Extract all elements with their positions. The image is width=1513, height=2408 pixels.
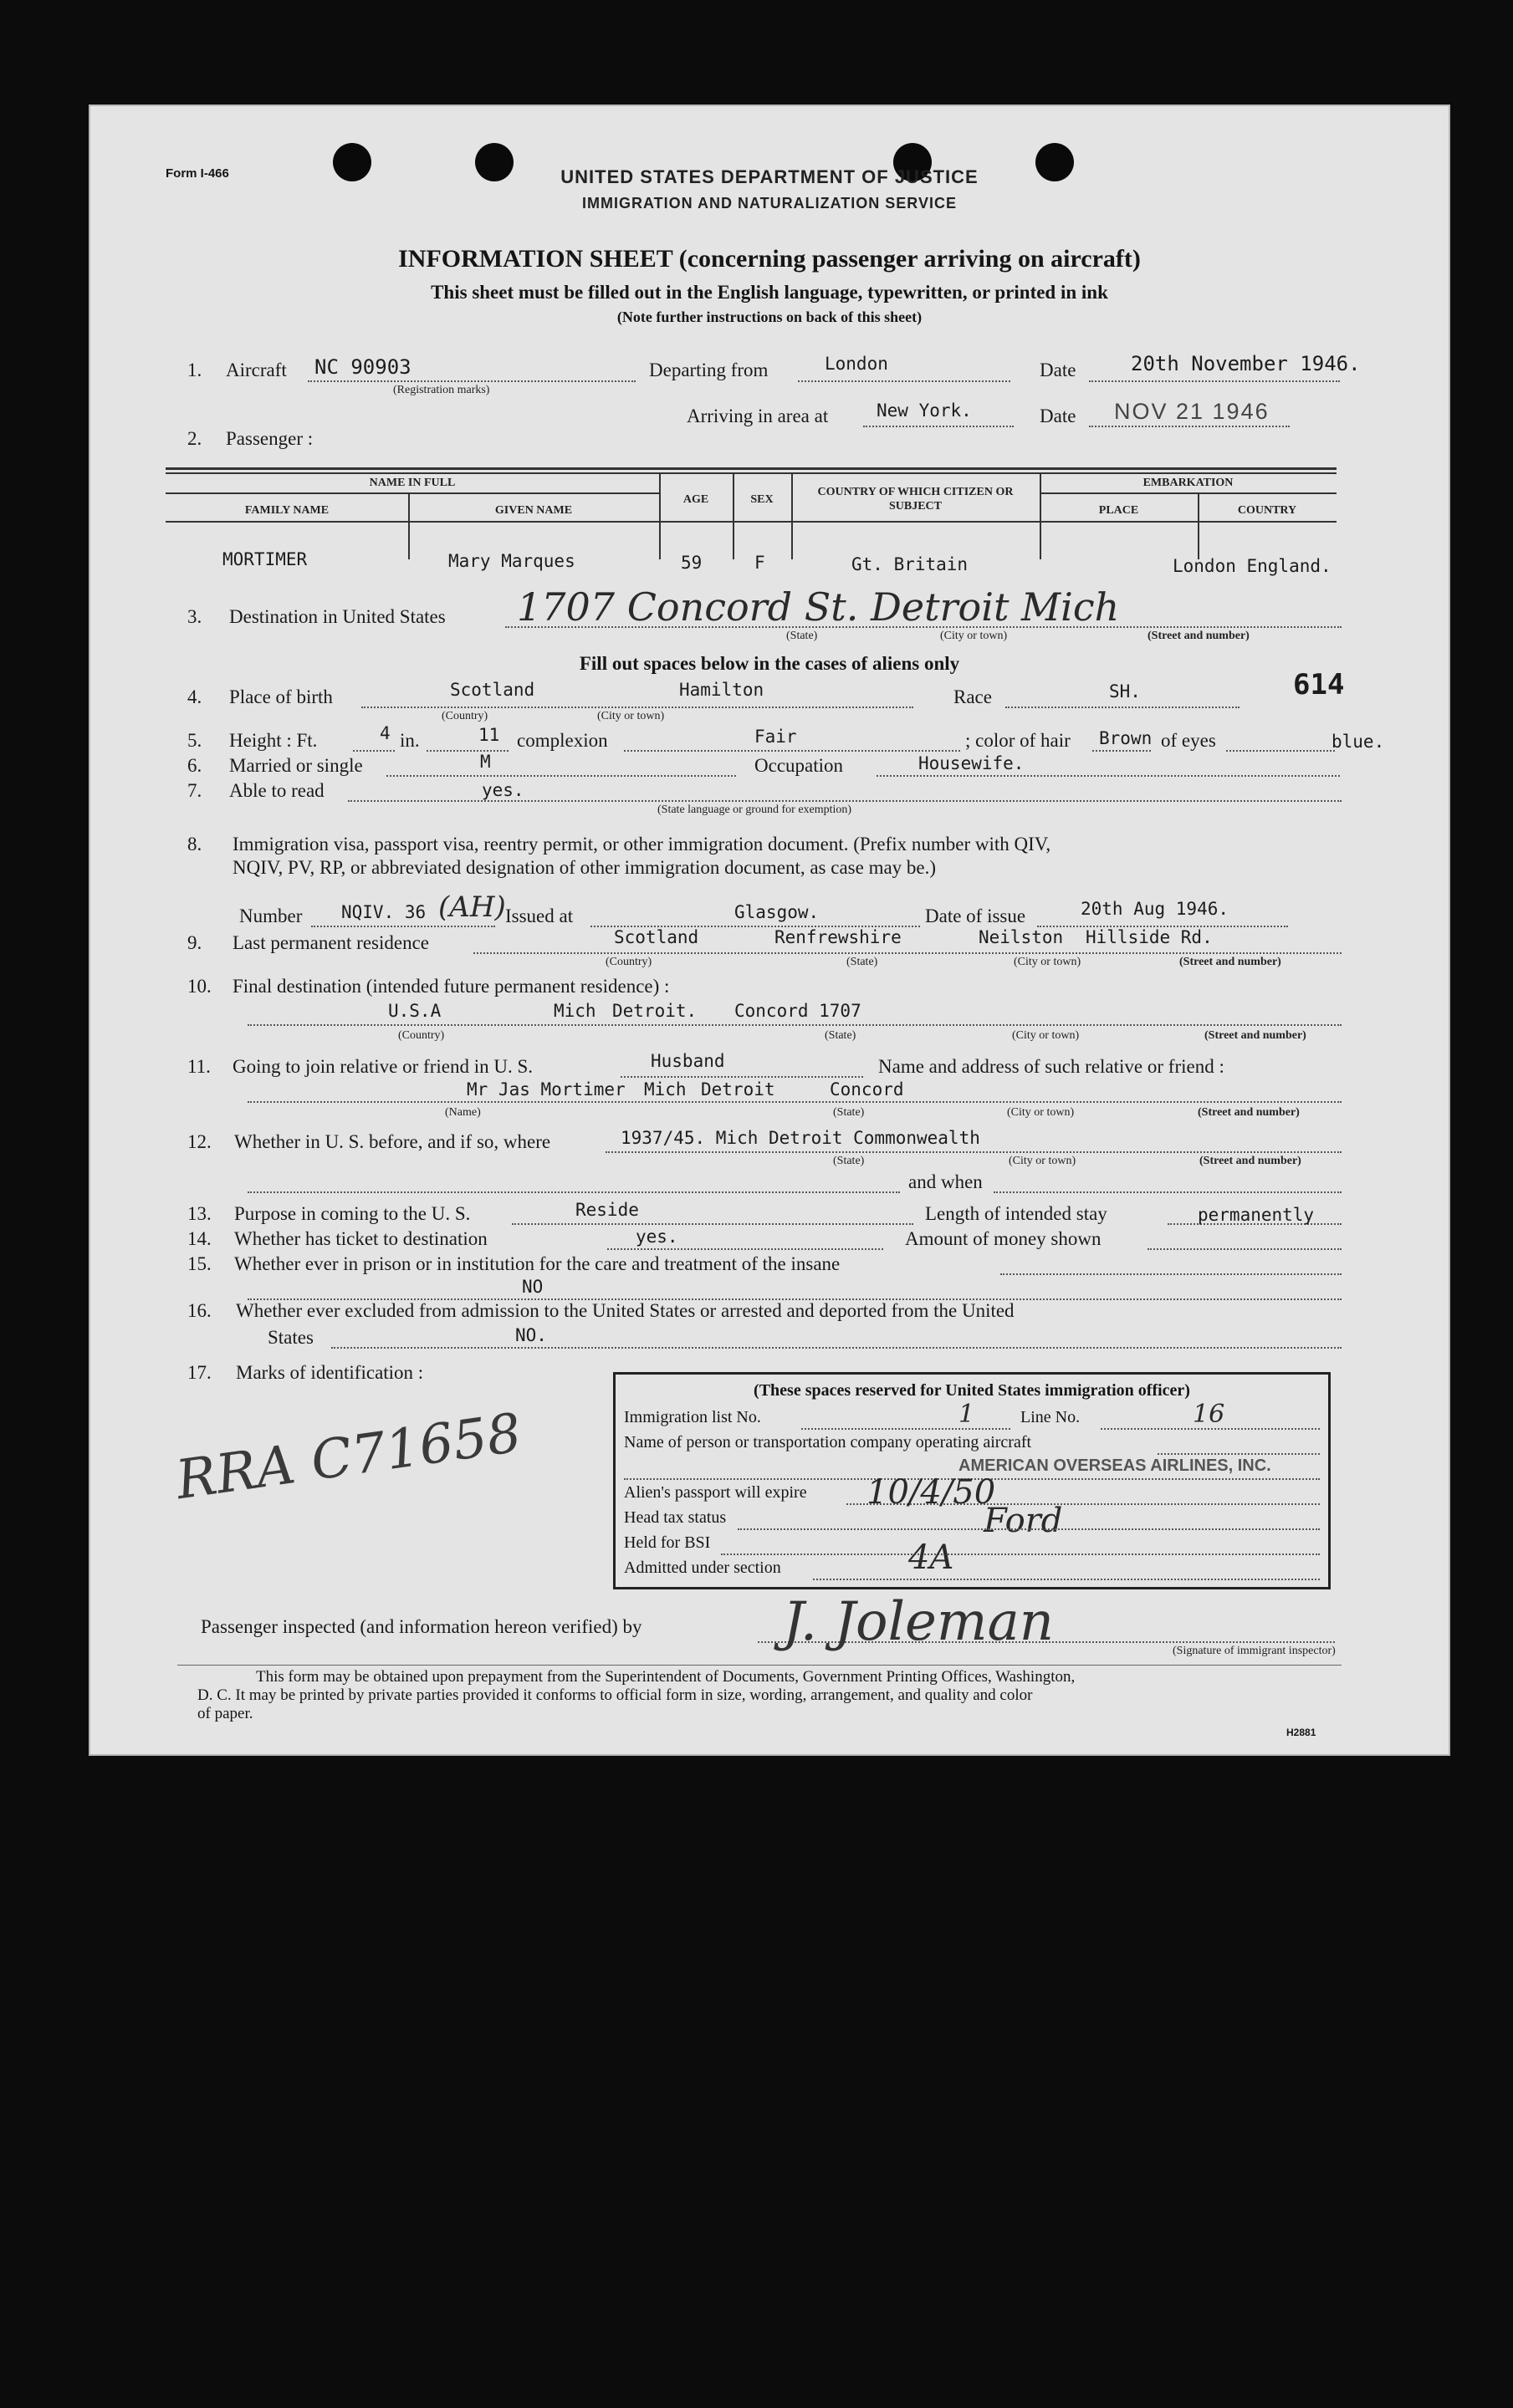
read-label: Able to read [229,780,325,801]
item-number: 3. [187,606,202,627]
date-label: Date [1040,360,1076,380]
residence-city: Neilston [979,927,1064,947]
complexion-label: complexion [517,730,608,751]
item-number: 4. [187,686,202,707]
item-number: 2. [187,428,202,449]
birth-city: Hamilton [679,680,764,700]
th-place: PLACE [1098,504,1139,517]
departing-label: Departing from [649,360,769,380]
prison-label: Whether ever in prison or in institution for the care and treatment of the insane [234,1253,841,1274]
final-dest-label: Final destination (intended future permanent residence) : [233,976,670,997]
caption-state: (State) [825,1029,856,1042]
before-label: Whether in U. S. before, and if so, where [234,1131,551,1152]
passport-expire-label: Alien's passport will expire [624,1483,807,1502]
issued-label: Issued at [505,906,574,926]
admitted-label: Admitted under section [624,1559,781,1577]
form-note: (Note further instructions on back of this sheet) [616,309,923,325]
th-embarkation: EMBARKATION [1142,477,1234,489]
occupation-label: Occupation [754,755,844,776]
passport-expire-value: 10/4/50 [866,1473,996,1512]
issue-date-label: Date of issue [925,906,1026,926]
height-in-label: in. [400,730,420,751]
race-value: SH. [1109,681,1141,701]
eyes-label: of eyes [1161,730,1216,751]
aircraft-label: Aircraft [226,360,287,380]
destination-label: Destination in United States [229,606,446,627]
sex-value: F [754,553,765,573]
join-city: Detroit [701,1079,775,1099]
citizen-value: Gt. Britain [851,554,969,574]
eyes-value: blue. [1332,732,1385,752]
hair-label: ; color of hair [965,730,1071,751]
join-value: Husband [651,1051,725,1071]
arriving-value: New York. [877,400,972,421]
item-number: 15. [187,1253,212,1274]
footer-text-1: This form may be obtained upon prepayment from the Superintendent of Documents, Government Printing Offices, Washington, [256,1668,1076,1686]
item-number: 8. [187,834,202,855]
arrival-date-stamp: NOV 21 1946 [1114,399,1270,424]
operator-label: Name of person or transportation company operating aircraft [624,1433,1032,1451]
visa-number: NQIV. 36 [341,902,427,922]
caption-street: (Street and number) [1199,1155,1301,1167]
money-label: Amount of money shown [905,1228,1102,1249]
family-name-value: MORTIMER [222,549,308,569]
purpose-value: Reside [575,1200,639,1220]
race-mark: 614 [1293,668,1345,701]
hair-value: Brown [1099,728,1153,748]
inspection-label: Passenger inspected (and information hereon verified) by [201,1616,642,1637]
ticket-label: Whether has ticket to destination [234,1228,488,1249]
caption-state: (State) [786,630,818,642]
visa-number-label: Number [239,906,303,926]
caption-name: (Name) [445,1106,481,1119]
th-sex: SEX [750,493,774,506]
complexion-value: Fair [754,727,797,747]
ticket-value: yes. [636,1227,678,1247]
read-caption: (State language or ground for exemption) [657,804,852,816]
caption-state: (State) [833,1155,865,1167]
footer-text-3: of paper. [197,1705,253,1722]
final-dest-city: Detroit. [612,1001,698,1021]
item-number: 5. [187,730,202,751]
residence-street: Hillside Rd. [1086,927,1213,947]
inspector-signature: J. Joleman [783,1591,1054,1653]
item-number: 7. [187,780,202,801]
caption-city: (City or town) [1007,1106,1075,1119]
item-number: 17. [187,1362,212,1383]
visa-text-2: NQIV, PV, RP, or abbreviated designation of other immigration document, as case may be.) [233,857,937,878]
birth-country: Scotland [450,680,535,700]
visa-text-1: Immigration visa, passport visa, reentry permit, or other immigration document. (Prefix number with QIV, [233,834,1051,855]
caption-country: (Country) [606,956,652,968]
admitted-value: 4A [908,1538,954,1577]
line-no-value: 16 [1193,1400,1225,1429]
item-number: 14. [187,1228,212,1249]
residence-label: Last permanent residence [233,932,429,953]
when-label: and when [908,1171,983,1192]
th-family-name: FAMILY NAME [244,504,330,517]
item-number: 6. [187,755,202,776]
operator-stamp: AMERICAN OVERSEAS AIRLINES, INC. [958,1457,1271,1475]
caption-country: (Country) [398,1029,445,1042]
height-inches: 11 [478,725,500,745]
join-street: Concord [830,1079,904,1099]
passport-handwritten-note: Ford [984,1502,1063,1540]
read-value: yes. [482,780,524,800]
age-value: 59 [681,553,703,573]
officer-box-title: (These spaces reserved for United States immigration officer) [754,1381,1190,1400]
arrival-date-label: Date [1040,406,1076,426]
height-ft: 4 [380,723,391,743]
footer-code: H2881 [1286,1727,1316,1738]
caption-state: (State) [833,1106,865,1119]
caption-city: (City or town) [1009,1155,1076,1167]
marital-label: Married or single [229,755,363,776]
passenger-label: Passenger : [226,428,314,449]
footer-text-2: D. C. It may be printed by private parties provided it conforms to official form in size, wording, arrangement, and quality and color [197,1686,1033,1704]
th-citizen: COUNTRY OF WHICH CITIZEN OR SUBJECT [817,486,1014,513]
caption-city: (City or town) [1012,1029,1080,1042]
join-name-label: Name and address of such relative or friend : [878,1056,1224,1077]
given-name-value: Mary Marques [448,551,575,571]
th-given-name: GIVEN NAME [494,504,573,517]
join-state: Mich [644,1079,687,1099]
departing-value: London [825,354,888,374]
caption-street: (Street and number) [1204,1029,1306,1042]
th-name-in-full: NAME IN FULL [369,477,456,489]
list-no-value: 1 [958,1400,975,1429]
purpose-label: Purpose in coming to the U. S. [234,1203,471,1224]
signature-caption: (Signature of immigrant inspector) [1173,1645,1336,1657]
stay-value: permanently [1198,1205,1315,1225]
caption-street: (Street and number) [1198,1106,1300,1119]
join-name: Mr Jas Mortimer [467,1079,626,1099]
line-no-label: Line No. [1020,1408,1081,1426]
residence-state: Renfrewshire [774,927,902,947]
birth-label: Place of birth [229,686,333,707]
occupation-value: Housewife. [918,753,1025,773]
aliens-heading: Fill out spaces below in the cases of aliens only [579,653,960,674]
caption-city: (City or town) [1014,956,1081,968]
department-name: UNITED STATES DEPARTMENT OF JUSTICE [560,166,979,187]
marks-handwritten: RRA C71658 [172,1402,525,1513]
form-title: INFORMATION SHEET (concerning passenger arriving on aircraft) [398,245,1141,273]
excluded-value: NO. [515,1325,547,1345]
caption-state: (State) [846,956,878,968]
item-number: 9. [187,932,202,953]
visa-handwritten-mark: (AH) [438,890,506,924]
item-number: 12. [187,1131,212,1152]
item-number: 16. [187,1300,212,1321]
excluded-label: Whether ever excluded from admission to the United States or arrested and deported from the United [236,1300,1015,1321]
before-value: 1937/45. Mich Detroit Commonwealth [621,1128,980,1148]
residence-country: Scotland [614,927,699,947]
stay-label: Length of intended stay [925,1203,1107,1224]
list-no-label: Immigration list No. [624,1408,761,1426]
form-sheet [89,105,1450,1756]
item-number: 10. [187,976,212,997]
item-number: 11. [187,1056,211,1077]
race-label: Race [953,686,992,707]
caption-street: (Street and number) [1179,956,1281,968]
final-dest-state: Mich [554,1001,596,1021]
caption-country: (Country) [442,710,488,722]
item-number: 1. [187,360,202,380]
head-tax-label: Head tax status [624,1508,727,1527]
arriving-label: Arriving in area at [687,406,829,426]
service-name: IMMIGRATION AND NATURALIZATION SERVICE [582,195,957,212]
caption-street: (Street and number) [1148,630,1250,642]
excluded-label-2: States [268,1327,314,1348]
departure-date: 20th November 1946. [1131,352,1361,375]
final-dest-country: U.S.A [388,1001,442,1021]
item-number: 13. [187,1203,212,1224]
registration-caption: (Registration marks) [393,384,490,396]
th-country: COUNTRY [1237,504,1297,517]
bsi-label: Held for BSI [624,1533,711,1552]
issued-value: Glasgow. [734,902,820,922]
join-label: Going to join relative or friend in U. S. [233,1056,533,1077]
final-dest-street: Concord 1707 [734,1001,861,1021]
caption-city: (City or town) [940,630,1008,642]
officer-box [613,1372,1331,1589]
caption-city: (City or town) [597,710,665,722]
prison-value: NO [522,1277,544,1297]
destination-value: 1707 Concord St. Detroit Mich [517,584,1120,630]
aircraft-registration: NC 90903 [314,355,411,379]
form-number: Form I-466 [166,166,229,181]
embarkation-value: London England. [1173,556,1332,576]
marital-value: M [480,752,491,772]
form-instruction: This sheet must be filled out in the English language, typewritten, or printed in ink [431,282,1108,303]
th-age: AGE [682,493,709,506]
issue-date: 20th Aug 1946. [1081,899,1229,919]
marks-label: Marks of identification : [236,1362,424,1383]
height-label: Height : Ft. [229,730,318,751]
